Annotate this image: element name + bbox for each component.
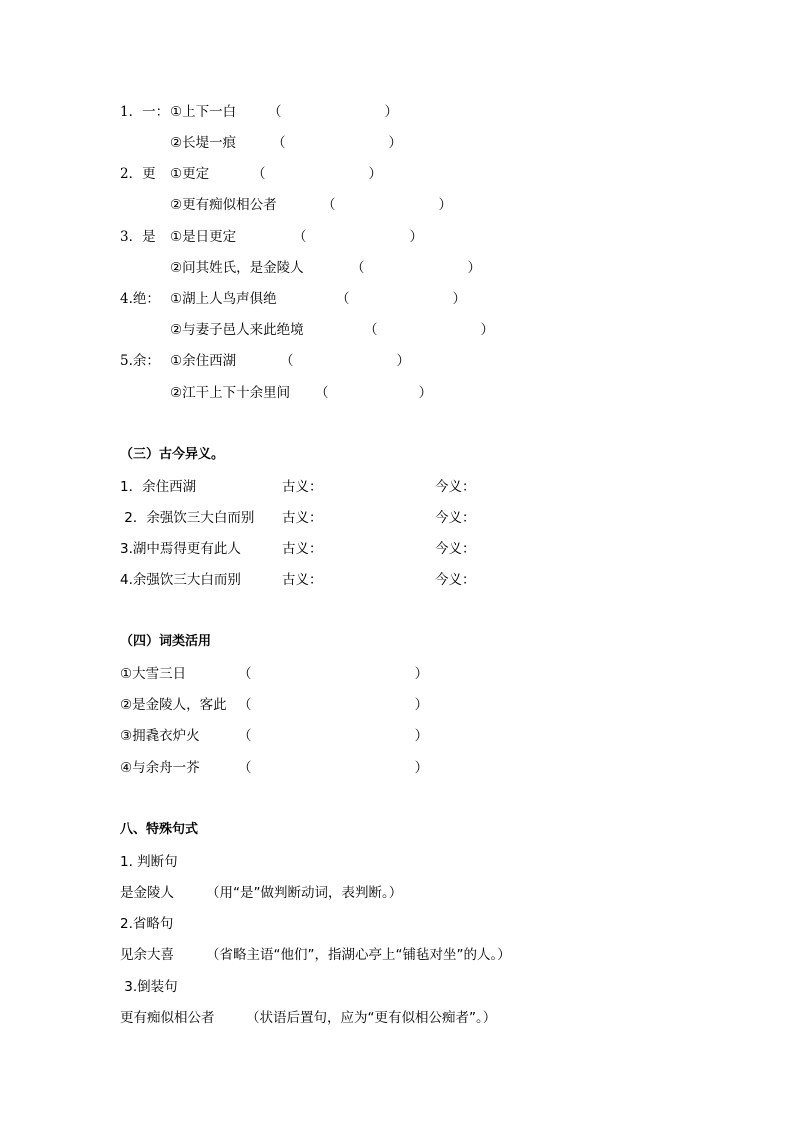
- sentence-type-title: 2.省略句: [120, 916, 174, 932]
- polysemy-example: ①是日更定: [170, 229, 237, 245]
- answer-parentheses[interactable]: （ ）: [238, 760, 429, 776]
- answer-parentheses[interactable]: （ ）: [238, 697, 429, 713]
- answer-parentheses[interactable]: （ ）: [351, 260, 481, 276]
- gu-label: 古义：: [282, 572, 323, 588]
- answer-parentheses[interactable]: （ ）: [268, 104, 398, 120]
- sentence: 3.湖中焉得更有此人: [120, 541, 241, 557]
- polysemy-example: ②问其姓氏，是金陵人: [170, 260, 304, 276]
- polysemy-example: ①余住西湖: [170, 353, 237, 369]
- sentence: 4.余强饮三大白而别: [120, 572, 241, 588]
- answer-parentheses[interactable]: （ ）: [272, 135, 402, 151]
- sentence: 2．余强饮三大白而别: [120, 510, 255, 526]
- polysemy-example: ②与妻子邑人来此绝境: [170, 322, 304, 338]
- word-class-example: ③拥毳衣炉火: [120, 728, 200, 744]
- sentence-note: （状语后置句，应为“更有似相公痴者”。）: [246, 1010, 497, 1026]
- section-heading: （三）古今异义。: [120, 447, 225, 462]
- polysemy-example: ①更定: [170, 166, 210, 182]
- jin-label: 今义：: [435, 510, 476, 526]
- polysemy-number: 3．是: [120, 229, 156, 245]
- polysemy-example: ①上下一白: [170, 104, 237, 120]
- section-heading: 八、特殊句式: [120, 822, 199, 837]
- polysemy-example: ②江干上下十余里间: [170, 385, 291, 401]
- answer-parentheses[interactable]: （ ）: [252, 166, 382, 182]
- gu-label: 古义：: [282, 541, 323, 557]
- gu-label: 古义：: [282, 479, 323, 495]
- word-class-example: ④与余舟一芥: [120, 760, 200, 776]
- polysemy-number: 1．一：: [120, 104, 170, 120]
- gu-label: 古义：: [282, 510, 323, 526]
- sentence: 1．余住西湖: [120, 479, 197, 495]
- answer-parentheses[interactable]: （ ）: [364, 322, 494, 338]
- sentence-note: （省略主语“他们”，指湖心亭上“铺毡对坐”的人。）: [206, 947, 511, 963]
- sentence-type-title: 1. 判断句: [120, 854, 178, 870]
- polysemy-number: 2．更: [120, 166, 156, 182]
- answer-parentheses[interactable]: （ ）: [336, 291, 466, 307]
- answer-parentheses[interactable]: （ ）: [322, 197, 452, 213]
- answer-parentheses[interactable]: （ ）: [238, 666, 429, 682]
- sentence-note: （用“是”做判断动词，表判断。）: [206, 885, 403, 901]
- polysemy-example: ①湖上人鸟声俱绝: [170, 291, 277, 307]
- answer-parentheses[interactable]: （ ）: [293, 229, 423, 245]
- answer-parentheses[interactable]: （ ）: [315, 385, 433, 401]
- word-class-example: ②是金陵人，客此: [120, 697, 227, 713]
- section-heading: （四）词类活用: [120, 634, 212, 649]
- sentence-example: 是金陵人: [120, 885, 174, 901]
- sentence-type-title: 3.倒装句: [120, 979, 178, 995]
- answer-parentheses[interactable]: （ ）: [238, 728, 429, 744]
- polysemy-number: 5.余：: [120, 353, 160, 369]
- jin-label: 今义：: [435, 541, 476, 557]
- jin-label: 今义：: [435, 572, 476, 588]
- polysemy-example: ②更有痴似相公者: [170, 197, 277, 213]
- word-class-example: ①大雪三日: [120, 666, 187, 682]
- jin-label: 今义：: [435, 479, 476, 495]
- answer-parentheses[interactable]: （ ）: [280, 353, 410, 369]
- polysemy-example: ②长堤一痕: [170, 135, 237, 151]
- sentence-example: 见余大喜: [120, 947, 174, 963]
- sentence-example: 更有痴似相公者: [120, 1010, 215, 1026]
- polysemy-number: 4.绝：: [120, 291, 160, 307]
